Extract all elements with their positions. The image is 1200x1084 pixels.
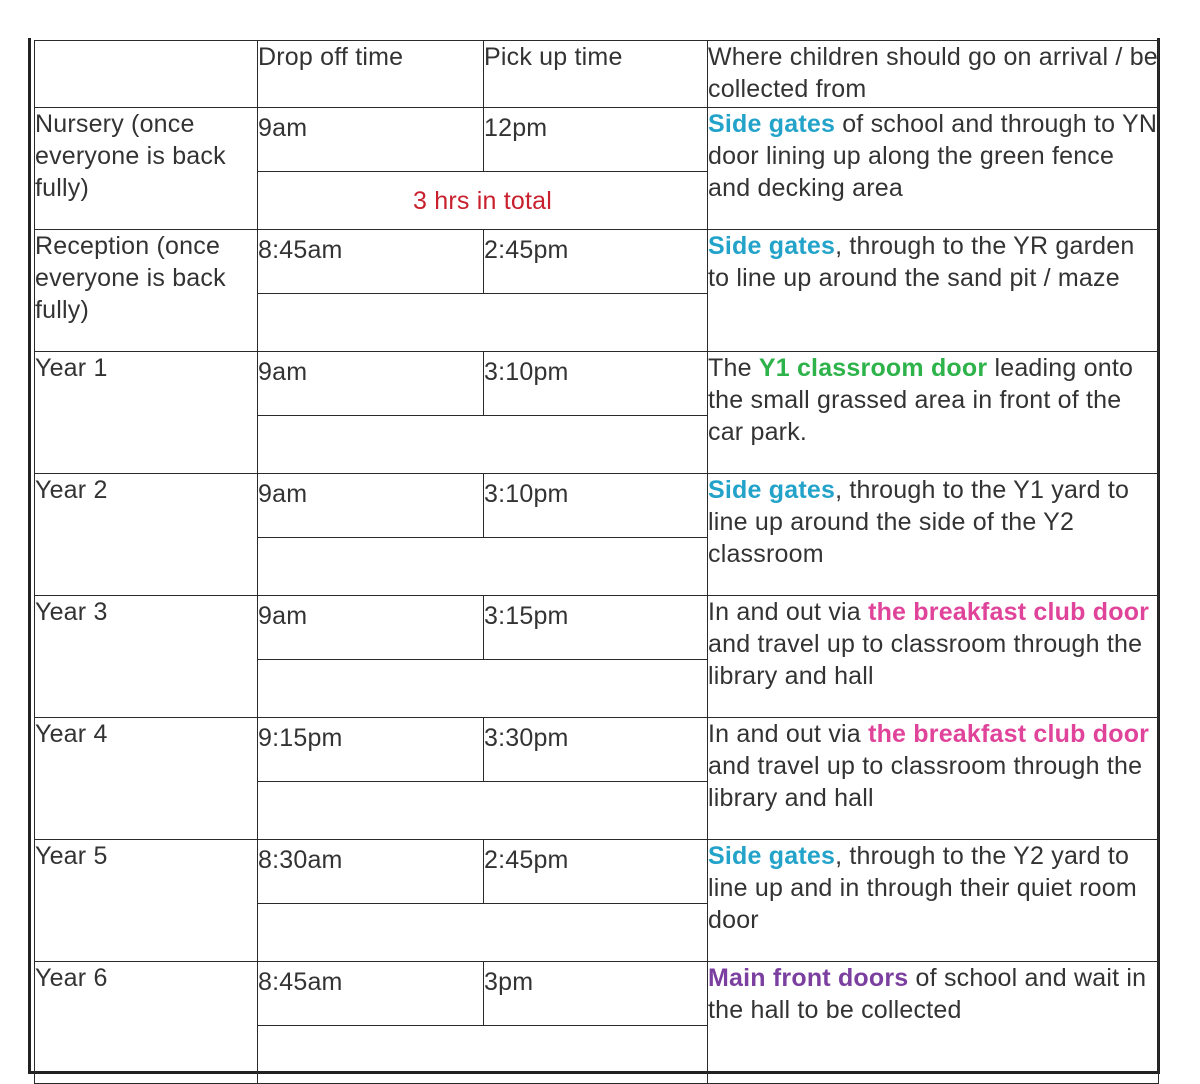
pick-up-time: 3:15pm [484, 602, 569, 630]
arrival-location-cell [708, 108, 1159, 230]
highlighted-location: Y1 classroom door [758, 354, 988, 382]
drop-off-time: 8:45am [258, 968, 343, 996]
header-where: Where children should go on arrival / be collected from [708, 41, 1159, 108]
empty-note-cell [258, 782, 708, 840]
table-row [35, 230, 1159, 294]
highlighted-location: Side gates [708, 110, 836, 138]
empty-note-cell [258, 538, 708, 596]
pick-up-time-cell [484, 352, 708, 416]
pick-up-time: 3:30pm [484, 724, 569, 752]
year-group-cell: Year 6 [35, 962, 258, 1084]
location-text: In and out via [708, 598, 869, 626]
empty-note-cell [258, 294, 708, 352]
table-row [35, 718, 1159, 782]
year-group-cell: Year 5 [35, 840, 258, 962]
arrival-location-cell [708, 840, 1159, 962]
highlighted-location: Side gates [708, 842, 836, 870]
header-year [35, 41, 258, 108]
table-row [35, 962, 1159, 1026]
pick-up-time-cell [484, 474, 708, 538]
drop-off-time: 8:30am [258, 846, 343, 874]
pick-up-time-cell [484, 840, 708, 904]
location-text: of school and through to YN door lining up along the green fence and decking area [708, 110, 1158, 202]
year-group-cell: Year 3 [35, 596, 258, 718]
location-text: and travel up to classroom through the library and hall [708, 752, 1143, 812]
cut-off-heading-fragment [450, 30, 640, 40]
arrival-location-cell [708, 962, 1159, 1084]
table-row [35, 596, 1159, 660]
highlighted-location: Main front doors [708, 964, 909, 992]
pick-up-time: 2:45pm [484, 236, 569, 264]
drop-off-time: 8:45am [258, 236, 343, 264]
header-row [35, 41, 1159, 108]
location-text: of school and wait in the hall to be collected [708, 964, 1147, 1024]
location-text: The [708, 354, 759, 382]
empty-note-cell [258, 416, 708, 474]
drop-off-time-cell [258, 352, 484, 416]
drop-off-time-cell [258, 596, 484, 660]
drop-off-time: 9am [258, 114, 308, 142]
table-body [35, 41, 1159, 1084]
pick-up-time-cell [484, 962, 708, 1026]
pick-up-time-cell [484, 230, 708, 294]
drop-off-time-cell [258, 108, 484, 172]
highlighted-location: Side gates [708, 232, 836, 260]
header-drop-off-time: Drop off time [258, 41, 484, 108]
location-text: In and out via [708, 720, 869, 748]
year-group-cell: Year 4 [35, 718, 258, 840]
drop-off-time: 9am [258, 358, 308, 386]
location-text: , through to the YR garden to line up around the sand pit / maze [708, 232, 1135, 292]
table-row [35, 474, 1159, 538]
header-pick-up-time: Pick up time [484, 41, 708, 108]
year-group-cell: Year 2 [35, 474, 258, 596]
drop-off-time-cell [258, 474, 484, 538]
empty-note-cell [258, 904, 708, 962]
total-hours-note: 3 hrs in total [258, 172, 708, 230]
year-group-cell: Nursery (once everyone is back fully) [35, 108, 258, 230]
drop-off-time-cell [258, 230, 484, 294]
arrival-location-cell [708, 474, 1159, 596]
drop-off-time-cell [258, 840, 484, 904]
pick-up-time: 12pm [484, 114, 548, 142]
location-text: , through to the Y2 yard to line up and in through their quiet room door [708, 842, 1137, 934]
table-row [35, 840, 1159, 904]
location-text: , through to the Y1 yard to line up around the side of the Y2 classroom [708, 476, 1130, 568]
empty-note-cell [258, 660, 708, 718]
highlighted-location: the breakfast club door [868, 598, 1150, 626]
drop-off-time-cell [258, 718, 484, 782]
pick-up-time-cell [484, 718, 708, 782]
drop-off-time: 9am [258, 480, 308, 508]
pick-up-time-cell [484, 108, 708, 172]
pick-up-time: 3:10pm [484, 480, 569, 508]
arrival-location-cell [708, 352, 1159, 474]
drop-off-pickup-table [34, 40, 1159, 1084]
drop-off-time-cell [258, 962, 484, 1026]
arrival-location-cell [708, 230, 1159, 352]
year-group-cell: Year 1 [35, 352, 258, 474]
pick-up-time-cell [484, 596, 708, 660]
table-row [35, 352, 1159, 416]
table-row [35, 108, 1159, 172]
empty-note-cell [258, 1026, 708, 1084]
highlighted-location: Side gates [708, 476, 836, 504]
highlighted-location: the breakfast club door [868, 720, 1150, 748]
location-text: leading onto the small grassed area in front of the car park. [708, 354, 1134, 446]
location-text: and travel up to classroom through the library and hall [708, 630, 1143, 690]
arrival-location-cell [708, 718, 1159, 840]
year-group-cell: Reception (once everyone is back fully) [35, 230, 258, 352]
pick-up-time: 3:10pm [484, 358, 569, 386]
pick-up-time: 3pm [484, 968, 534, 996]
pick-up-time: 2:45pm [484, 846, 569, 874]
drop-off-time: 9:15pm [258, 724, 343, 752]
drop-off-time: 9am [258, 602, 308, 630]
arrival-location-cell [708, 596, 1159, 718]
